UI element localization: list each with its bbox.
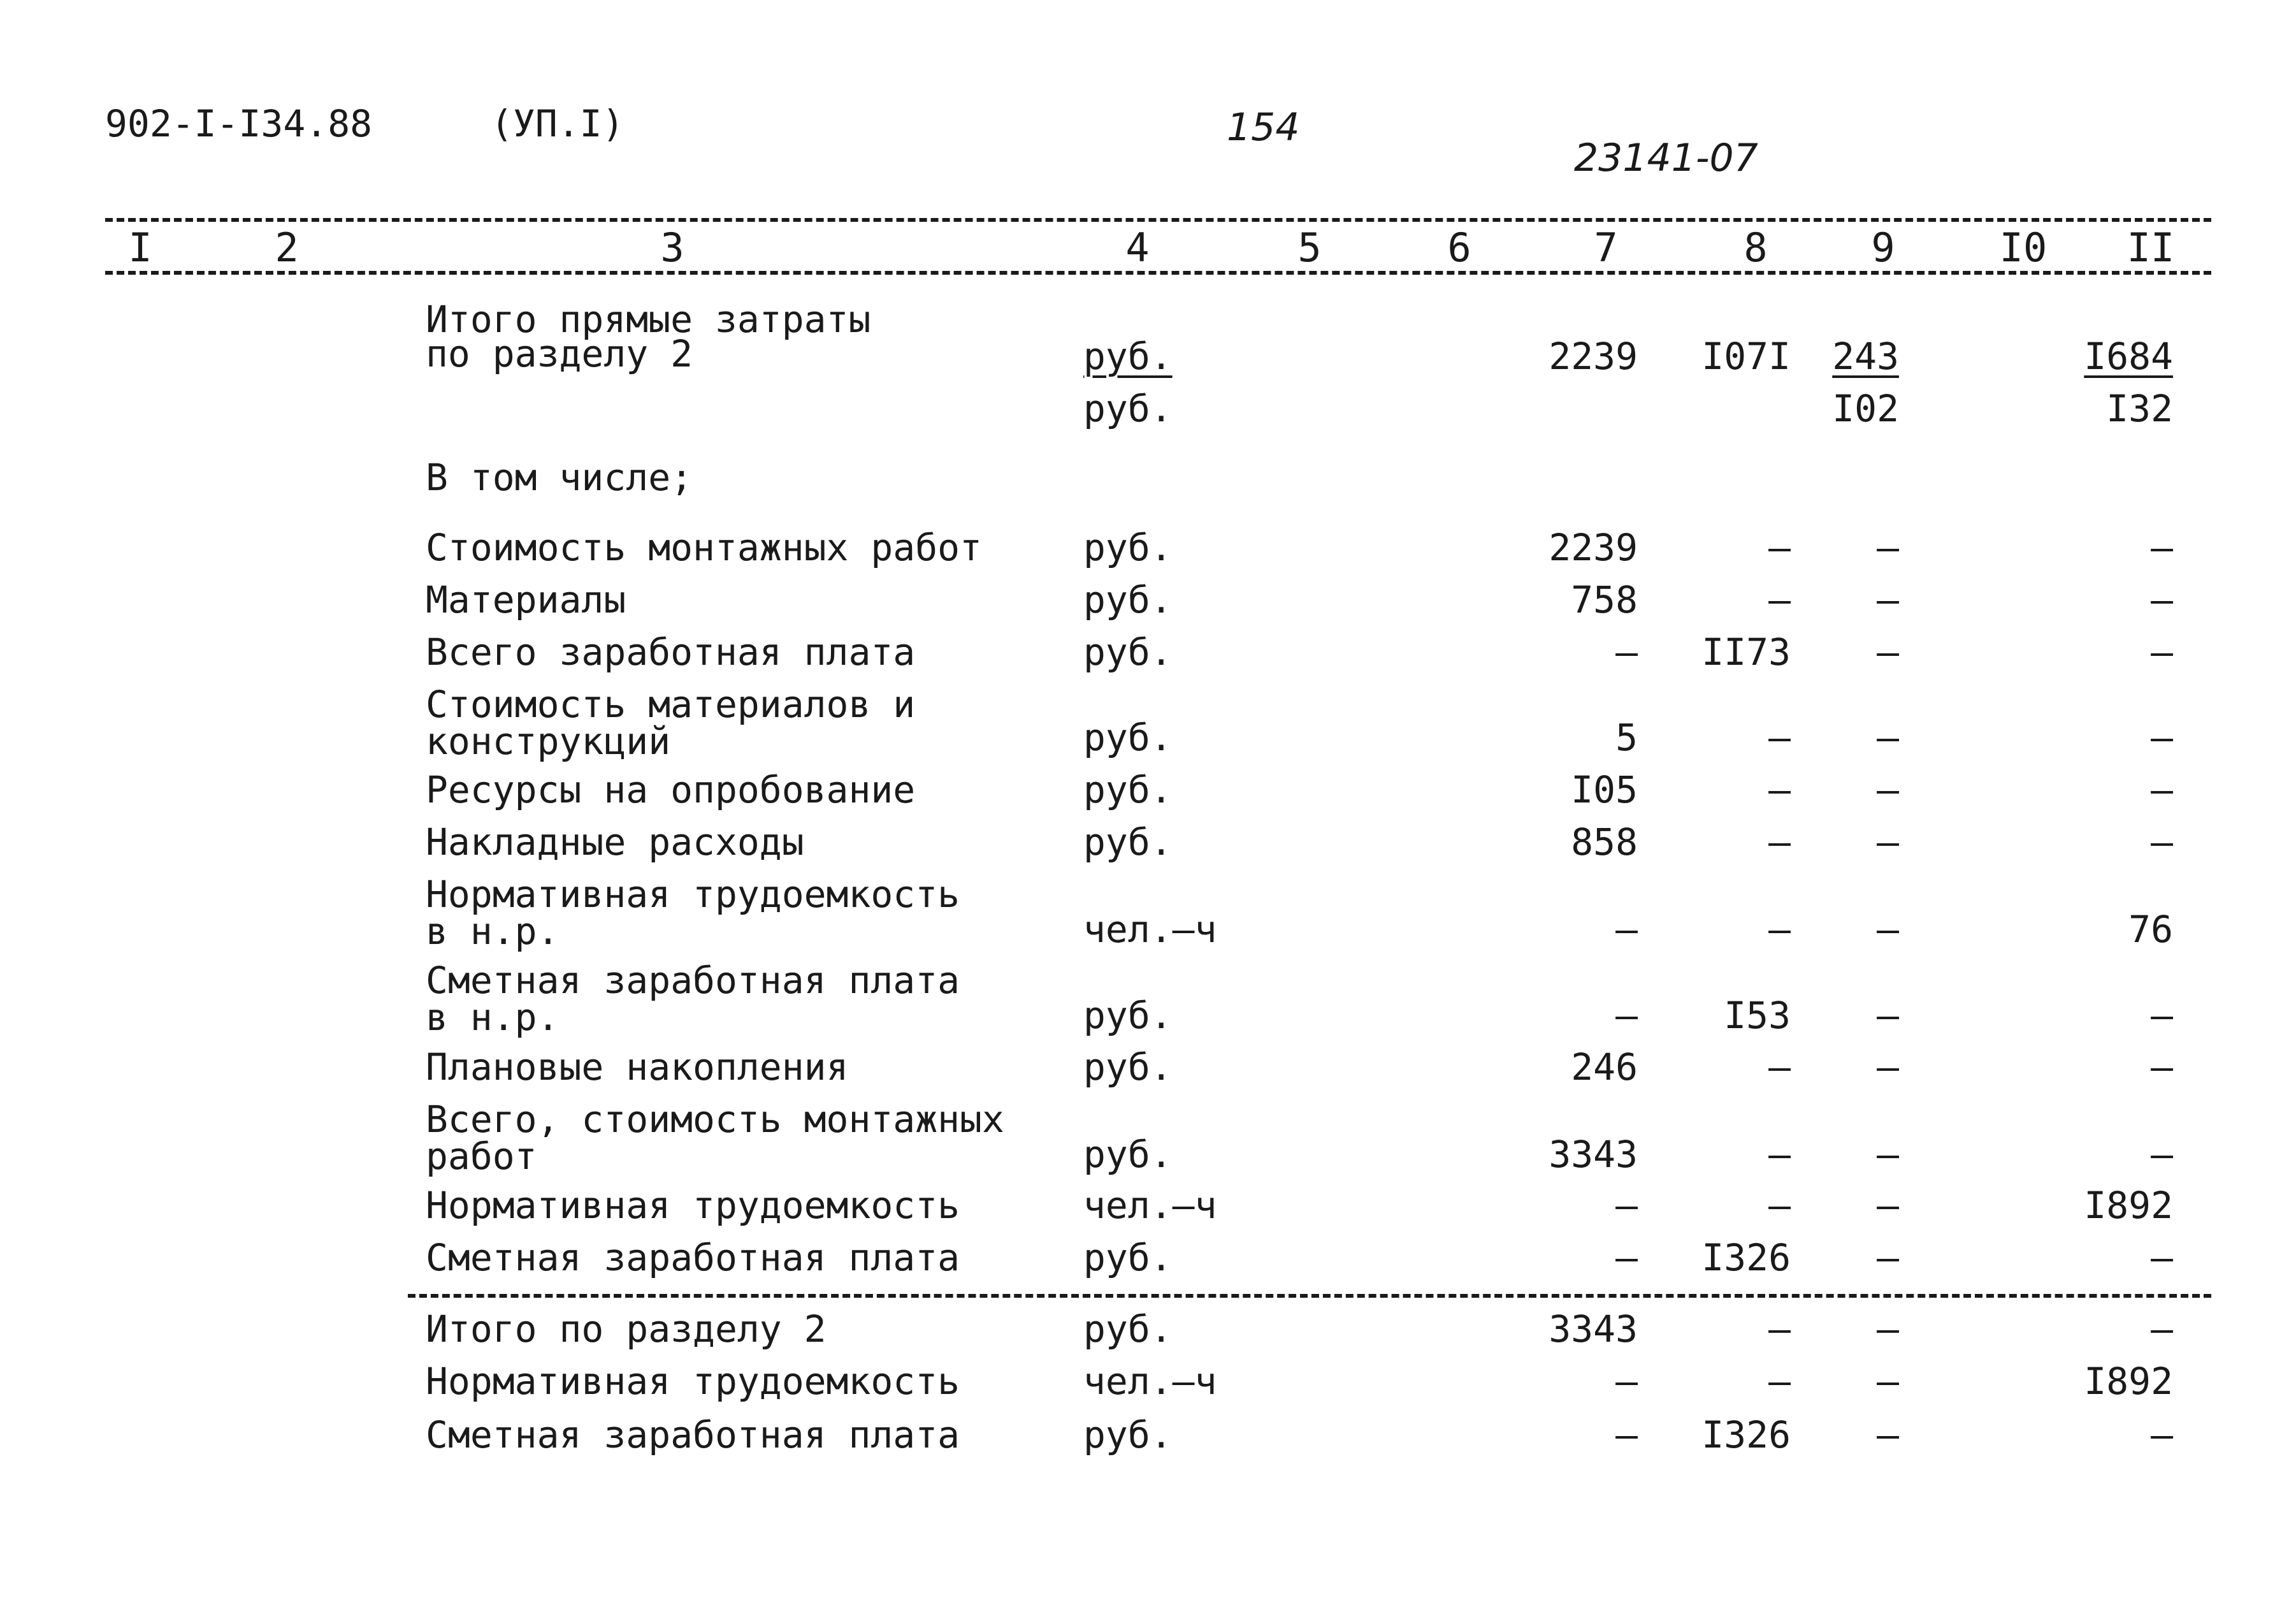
row-col11: –: [2151, 1045, 2173, 1089]
row-col11: –: [2151, 994, 2173, 1037]
row-col7: 5: [1615, 716, 1638, 759]
row-unit: руб.: [1083, 716, 1173, 759]
row-col9: –: [1877, 716, 1899, 759]
row-unit: чел.–ч: [1083, 1360, 1217, 1403]
column-number-4: 4: [1125, 224, 1150, 271]
column-number-11: II: [2126, 224, 2175, 271]
including-label: В том числе;: [426, 456, 693, 499]
row-label: Нормативная трудоемкость: [426, 1184, 960, 1227]
row-unit: руб.: [1083, 1236, 1173, 1279]
row-col9: –: [1877, 994, 1899, 1037]
album-number: (УП.I): [491, 102, 625, 145]
row-unit: руб.: [1083, 1045, 1173, 1089]
summary-col9-bottom: I02: [1832, 387, 1899, 430]
row-label: Стоимость монтажных работ: [426, 526, 982, 569]
row-label: Итого по разделу 2: [426, 1307, 827, 1351]
row-unit: руб.: [1083, 630, 1173, 674]
row-col9: –: [1877, 1236, 1899, 1279]
row-col9: –: [1877, 1184, 1899, 1227]
row-col8: –: [1768, 1360, 1791, 1403]
summary-unit-top: руб.: [1083, 335, 1173, 378]
column-number-9: 9: [1871, 224, 1895, 271]
row-col9: –: [1877, 768, 1899, 811]
header-rule-top: [105, 218, 2211, 222]
row-col7: 858: [1571, 820, 1638, 864]
row-col8: I53: [1724, 994, 1791, 1037]
row-col7: I05: [1571, 768, 1638, 811]
row-col7: 2239: [1549, 526, 1638, 569]
summary-col7: 2239: [1549, 335, 1638, 378]
row-label: Нормативная трудоемкость: [426, 1360, 960, 1403]
row-unit: руб.: [1083, 526, 1173, 569]
row-col8: –: [1768, 1133, 1791, 1176]
row-label: Всего заработная плата: [426, 630, 916, 674]
row-col7: –: [1615, 1184, 1638, 1227]
row-col7: –: [1615, 630, 1638, 674]
row-col9: –: [1877, 526, 1899, 569]
row-col7: 3343: [1549, 1307, 1638, 1351]
document-code: 902-I-I34.88: [105, 102, 373, 145]
row-col7: –: [1615, 1360, 1638, 1403]
row-label: Нормативная трудоемкость в н.р.: [426, 873, 960, 953]
row-col8: –: [1768, 820, 1791, 864]
page-number: 154: [1227, 105, 1300, 150]
row-label: Материалы: [426, 578, 626, 621]
summary-col11-bottom: I32: [2106, 387, 2173, 430]
column-number-6: 6: [1447, 224, 1471, 271]
row-col8: –: [1768, 1045, 1791, 1089]
row-col11: I892: [2084, 1184, 2173, 1227]
column-number-2: 2: [275, 224, 299, 271]
summary-col9-top: 243: [1832, 335, 1899, 378]
row-col9: –: [1877, 630, 1899, 674]
row-col7: 3343: [1549, 1133, 1638, 1176]
row-col11: –: [2151, 820, 2173, 864]
row-col11: –: [2151, 1307, 2173, 1351]
column-number-3: 3: [660, 224, 684, 271]
row-label: Всего, стоимость монтажных работ: [426, 1098, 1004, 1178]
row-col11: I892: [2084, 1360, 2173, 1403]
row-col7: –: [1615, 1236, 1638, 1279]
row-col9: –: [1877, 1360, 1899, 1403]
row-col7: 246: [1571, 1045, 1638, 1089]
summary-col11-top: I684: [2084, 335, 2173, 378]
row-col11: –: [2151, 630, 2173, 674]
row-label: Сметная заработная плата: [426, 1236, 960, 1279]
row-col11: 76: [2128, 908, 2173, 951]
row-col7: 758: [1571, 578, 1638, 621]
column-number-10: I0: [1999, 224, 2047, 271]
row-unit: чел.–ч: [1083, 908, 1217, 951]
row-unit: руб.: [1083, 1413, 1173, 1456]
row-unit: руб.: [1083, 768, 1173, 811]
row-unit: чел.–ч: [1083, 1184, 1217, 1227]
column-number-5: 5: [1297, 224, 1322, 271]
row-label: Сметная заработная плата: [426, 1413, 960, 1456]
row-col8: –: [1768, 1184, 1791, 1227]
row-col8: –: [1768, 578, 1791, 621]
summary-label-line1: Итого прямые затраты: [426, 298, 871, 341]
row-col11: –: [2151, 1236, 2173, 1279]
row-col11: –: [2151, 768, 2173, 811]
row-unit: руб.: [1083, 1133, 1173, 1176]
row-col11: –: [2151, 526, 2173, 569]
archive-stamp: 23141-07: [1574, 136, 1758, 180]
row-label: Сметная заработная плата в н.р.: [426, 959, 960, 1039]
row-col7: –: [1615, 1413, 1638, 1456]
row-unit: руб.: [1083, 578, 1173, 621]
row-col8: II73: [1701, 630, 1791, 674]
row-col9: –: [1877, 1307, 1899, 1351]
header-rule-bottom: [105, 271, 2211, 275]
row-unit: руб.: [1083, 994, 1173, 1037]
row-col8: I326: [1701, 1413, 1791, 1456]
row-label: Плановые накопления: [426, 1045, 849, 1089]
summary-col8: I07I: [1701, 335, 1791, 378]
column-number-1: I: [128, 224, 152, 271]
row-col7: –: [1615, 908, 1638, 951]
row-col9: –: [1877, 1133, 1899, 1176]
row-label: Ресурсы на опробование: [426, 768, 916, 811]
row-col7: –: [1615, 994, 1638, 1037]
row-col8: –: [1768, 908, 1791, 951]
row-unit: руб.: [1083, 820, 1173, 864]
column-number-8: 8: [1744, 224, 1768, 271]
row-col8: –: [1768, 1307, 1791, 1351]
row-col8: –: [1768, 526, 1791, 569]
summary-unit-bottom: руб.: [1083, 387, 1173, 430]
row-col9: –: [1877, 1045, 1899, 1089]
row-col11: –: [2151, 1133, 2173, 1176]
row-label: Накладные расходы: [426, 820, 804, 864]
row-col11: –: [2151, 578, 2173, 621]
section-divider: [408, 1294, 2211, 1298]
row-col11: –: [2151, 1413, 2173, 1456]
row-col9: –: [1877, 820, 1899, 864]
column-number-7: 7: [1594, 224, 1618, 271]
summary-label-line2: по разделу 2: [426, 332, 693, 375]
row-col9: –: [1877, 908, 1899, 951]
row-col8: I326: [1701, 1236, 1791, 1279]
row-unit: руб.: [1083, 1307, 1173, 1351]
row-col8: –: [1768, 716, 1791, 759]
row-col8: –: [1768, 768, 1791, 811]
row-col11: –: [2151, 716, 2173, 759]
row-col9: –: [1877, 578, 1899, 621]
row-label: Стоимость материалов и конструкций: [426, 683, 916, 763]
row-col9: –: [1877, 1413, 1899, 1456]
